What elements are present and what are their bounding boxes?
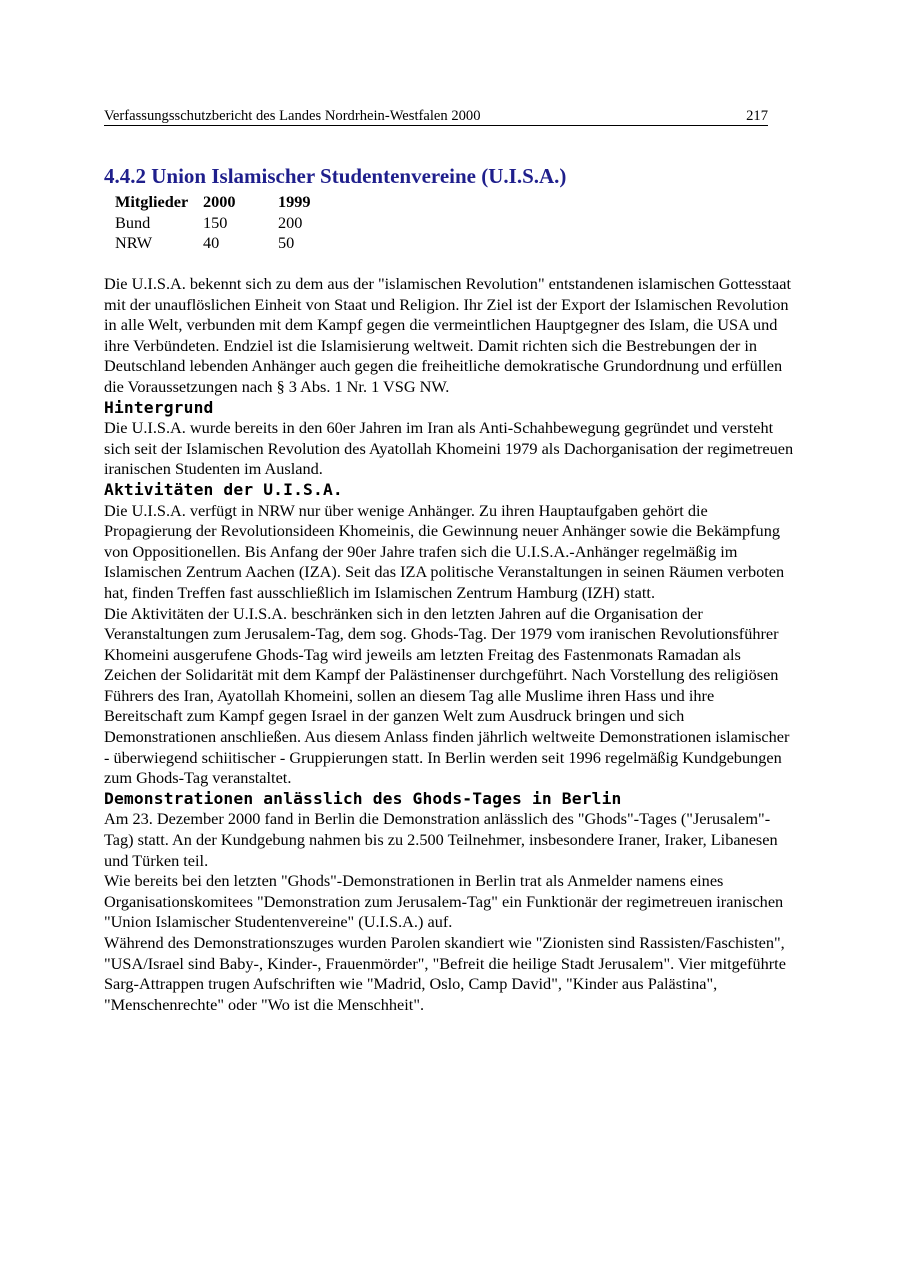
table-row — [115, 213, 338, 234]
demonstrations-paragraph: Am 23. Dezember 2000 fand in Berlin die Demonstration anlässlich des "Ghods"-Tages ("Jerusalem"-Tag) statt. An der Kundgebung nahmen bis zu 2.500 Teilnehmer, insbesondere Iraner, Iraker, Libanesen und Türken teil. — [104, 809, 778, 870]
value-2000: 40 — [203, 233, 220, 253]
intro-paragraph: Die U.I.S.A. bekennt sich zu dem aus der "islamischen Revolution" entstandenen islamischen Gottesstaat mit der unauflöslichen Einheit von Staat und Religion. Ihr Ziel ist der Export der Islamischen Revolution in alle Welt, verbunden mit dem Kampf gegen die vermeintlichen Hauptgegner des Islam, die USA und ihre Verbündeten. Endziel ist die Islamisierung weltweit. Damit richten sich die Bestrebungen der in Deutschland lebenden Anhänger auch gegen die freiheitliche demokratische Grundordnung und erfüllen die Voraussetzungen nach § 3 Abs. 1 Nr. 1 VSG NW. — [104, 274, 792, 396]
column-header-members: Mitglieder — [115, 192, 189, 211]
body-text — [104, 274, 794, 1015]
activities-paragraph: Die Aktivitäten der U.I.S.A. beschränken sich in den letzten Jahren auf die Organisation der Veranstaltungen zum Jerusalem-Tag, dem sog. Ghods-Tag. Der 1979 vom iranischen Revolutionsführer Khomeini ausgerufene Ghods-Tag wird jeweils am letzten Freitag des Fastenmonats Ramadan als Zeichen der Solidarität mit dem Kampf der Palästinenser durchgeführt. Nach Vorstellung des religiösen Führers des Iran, Ayatollah Khomeini, sollen an diesem Tag alle Muslime ihren Hass und ihre Bereitschaft zum Kampf gegen Israel in der ganzen Welt zum Ausdruck bringen und sich Demonstrationen anschließen. Aus diesem Anlass finden jährlich weltweite Demonstrationen islamischer - überwiegend schiitischer - Gruppierungen statt. In Berlin werden seit 1996 regelmäßig Kundgebungen zum Ghods-Tag veranstaltet. — [104, 603, 790, 788]
row-label: NRW — [115, 233, 153, 253]
subheading-activities: Aktivitäten der U.I.S.A. — [104, 479, 343, 499]
value-1999: 50 — [278, 233, 295, 253]
report-title: Verfassungsschutzbericht des Landes Nordrhein-Westfalen 2000 — [104, 108, 481, 124]
running-header — [104, 108, 768, 126]
page-number: 217 — [746, 108, 768, 124]
value-1999: 200 — [278, 212, 303, 232]
column-header-1999: 1999 — [278, 192, 311, 211]
section-heading: 4.4.2 Union Islamischer Studentenvereine (U.I.S.A.) — [104, 164, 567, 188]
demonstrations-paragraph: Wie bereits bei den letzten "Ghods"-Demonstrationen in Berlin trat als Anmelder namens eines Organisationskomitees "Demonstration zum Jerusalem-Tag" ein Funktionär der regimetreuen iranischen "Union Islamischer Studentenvereine" (U.I.S.A.) auf. — [104, 871, 784, 932]
membership-table — [115, 192, 338, 254]
row-label: Bund — [115, 212, 151, 232]
background-paragraph: Die U.I.S.A. wurde bereits in den 60er Jahren im Iran als Anti-Schahbewegung gegründet und versteht sich seit der Islamischen Revolution des Ayatollah Khomeini 1979 als Dachorganisation der regimetreuen iranischen Studenten im Ausland. — [104, 418, 794, 479]
value-2000: 150 — [203, 212, 228, 232]
table-row — [115, 233, 338, 254]
column-header-2000: 2000 — [203, 192, 236, 211]
subheading-background: Hintergrund — [104, 397, 214, 417]
table-header-row — [115, 192, 338, 213]
demonstrations-paragraph: Während des Demonstrationszuges wurden Parolen skandiert wie "Zionisten sind Rassisten/Faschisten", "USA/Israel sind Baby-, Kinder-, Frauenmörder", "Befreit die heilige Stadt Jerusalem". Vier mitgeführte Sarg-Attrappen trugen Aufschriften wie "Madrid, Oslo, Camp David", "Kinder aus Palästina", "Menschenrechte" oder "Wo ist die Menschheit". — [104, 933, 786, 1014]
subheading-demonstrations: Demonstrationen anlässlich des Ghods-Tages in Berlin — [104, 788, 622, 808]
activities-paragraph: Die U.I.S.A. verfügt in NRW nur über wenige Anhänger. Zu ihren Hauptaufgaben gehört die Propagierung der Revolutionsideen Khomeinis, die Gewinnung neuer Anhänger sowie die Bekämpfung von Oppositionellen. Bis Anfang der 90er Jahre trafen sich die U.I.S.A.-Anhänger regelmäßig im Islamischen Zentrum Aachen (IZA). Seit das IZA politische Veranstaltungen in seinen Räumen verboten hat, finden Treffen fast ausschließlich im Islamischen Zentrum Hamburg (IZH) statt. — [104, 500, 785, 602]
